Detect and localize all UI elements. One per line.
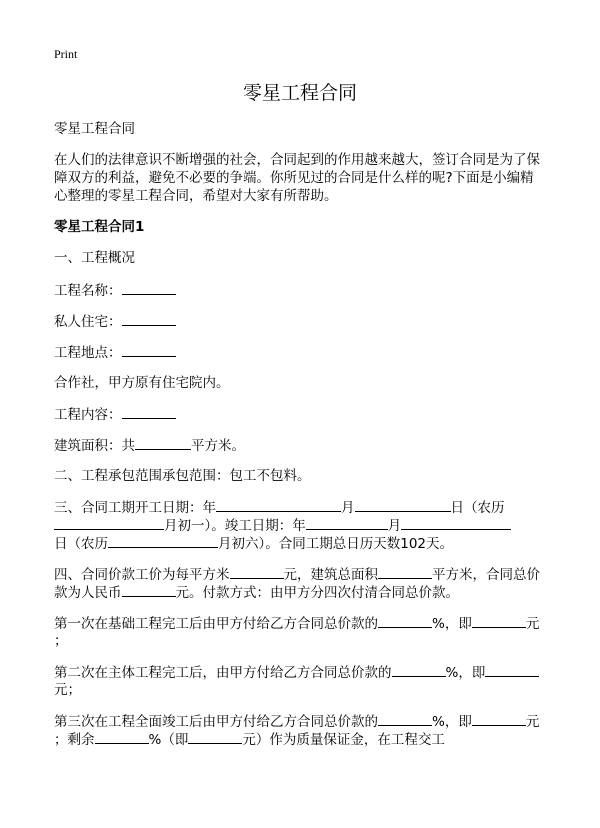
building-area-unit: 平方米。 bbox=[191, 438, 245, 454]
completion-month-blank bbox=[401, 517, 511, 530]
completion-year-blank bbox=[306, 517, 388, 530]
payment-2-percent-label: %，即 bbox=[445, 665, 486, 681]
completion-lunar-blank bbox=[108, 535, 218, 548]
private-residence-label: 私人住宅： bbox=[54, 314, 122, 330]
payment-3-percent-blank bbox=[378, 713, 432, 726]
building-area-row bbox=[54, 437, 245, 454]
section-overview-heading: 一、工程概况 bbox=[54, 250, 135, 266]
payment-1-amount-blank bbox=[472, 615, 526, 628]
start-month-blank bbox=[355, 499, 451, 512]
document-title: 零星工程合同 bbox=[242, 82, 357, 104]
section-heading-1: 零星工程合同1 bbox=[54, 219, 145, 235]
warranty-deposit-text: 元）作为质量保证金，在工程交工 bbox=[242, 732, 445, 748]
payment-method-text: 元。付款方式：由甲方分四次付清合同总价款。 bbox=[175, 585, 459, 601]
building-area-blank bbox=[135, 437, 191, 450]
payment-1-unit: 元 bbox=[525, 616, 540, 632]
rmb-blank bbox=[122, 584, 176, 597]
completion-month-label: 月 bbox=[387, 518, 402, 534]
total-price-label: 平方米，合同总价 bbox=[432, 567, 540, 583]
duration-line-1 bbox=[54, 499, 505, 516]
remaining-percent-label: %（即 bbox=[148, 732, 189, 748]
start-date-label: 三、合同工期开工日期：年 bbox=[54, 500, 216, 516]
payment-1-semicolon: ； bbox=[54, 633, 68, 649]
intro-line-2: 障双方的利益，避免不必要的争端。你所见过的合同是什么样的呢?下面是小编精 bbox=[54, 170, 534, 186]
project-content-blank bbox=[122, 406, 176, 419]
remaining-percent-blank bbox=[95, 731, 149, 744]
payment-2-amount-blank bbox=[485, 664, 539, 677]
total-area-label: 元，建筑总面积 bbox=[283, 567, 378, 583]
payment-2-line bbox=[54, 664, 539, 681]
private-residence-blank bbox=[122, 313, 176, 326]
completion-lunar-label: 日（农历 bbox=[54, 536, 108, 552]
project-name-row bbox=[54, 282, 176, 299]
payment-2-percent-blank bbox=[392, 664, 446, 677]
payment-3-percent-label: %，即 bbox=[432, 714, 472, 730]
project-name-blank bbox=[122, 282, 176, 295]
private-residence-row bbox=[54, 313, 176, 330]
payment-3-amount-blank bbox=[472, 713, 526, 726]
project-location-label: 工程地点： bbox=[54, 345, 122, 361]
price-line-2 bbox=[54, 584, 459, 601]
print-label[interactable]: Print bbox=[54, 47, 78, 61]
lunar-label: 日（农历 bbox=[450, 500, 505, 516]
payment-3-remaining-line bbox=[54, 731, 445, 748]
lunar-month-blank bbox=[54, 517, 164, 530]
project-content-row bbox=[54, 406, 176, 423]
payment-2-unit: 元； bbox=[54, 682, 81, 698]
unit-price-label: 四、合同价款工价为每平方米 bbox=[54, 567, 230, 583]
rmb-label: 款为人民币 bbox=[54, 585, 122, 601]
payment-3-line bbox=[54, 713, 539, 730]
payment-2-text: 第二次在主体工程完工后，由甲方付给乙方合同总价款的 bbox=[54, 665, 392, 681]
completion-date-label: 月初一）。竣工日期：年 bbox=[164, 518, 306, 534]
coop-text: 合作社，甲方原有住宅院内。 bbox=[54, 375, 230, 391]
remaining-label: ；剩余 bbox=[54, 732, 95, 748]
project-content-label: 工程内容： bbox=[54, 407, 122, 423]
payment-1-percent-label: %，即 bbox=[432, 616, 472, 632]
project-name-label: 工程名称： bbox=[54, 283, 122, 299]
duration-line-2 bbox=[54, 517, 511, 534]
remaining-amount-blank bbox=[188, 731, 242, 744]
price-line-1 bbox=[54, 566, 540, 583]
duration-total-text: 月初六）。合同工期总日历天数102天。 bbox=[218, 536, 454, 552]
document-subtitle: 零星工程合同 bbox=[54, 121, 135, 137]
unit-price-blank bbox=[230, 566, 284, 579]
payment-3-text: 第三次在工程全面竣工后由甲方付给乙方合同总价款的 bbox=[54, 714, 378, 730]
intro-line-1: 在人们的法律意识不断增强的社会，合同起到的作用越来越大，签订合同是为了保 bbox=[54, 152, 540, 168]
intro-line-3: 心整理的零星工程合同，希望对大家有所帮助。 bbox=[54, 188, 338, 204]
payment-1-line bbox=[54, 615, 539, 632]
scope-text: 二、工程承包范围承包范围：包工不包料。 bbox=[54, 468, 311, 484]
payment-3-unit: 元 bbox=[525, 714, 540, 730]
payment-1-percent-blank bbox=[378, 615, 432, 628]
month-label: 月 bbox=[341, 500, 355, 516]
project-location-blank bbox=[122, 344, 176, 357]
total-area-blank bbox=[378, 566, 432, 579]
start-year-blank bbox=[216, 499, 341, 512]
payment-1-text: 第一次在基础工程完工后由甲方付给乙方合同总价款的 bbox=[54, 616, 378, 632]
duration-line-3 bbox=[54, 535, 453, 552]
project-location-row bbox=[54, 344, 176, 361]
building-area-label: 建筑面积：共 bbox=[54, 438, 135, 454]
